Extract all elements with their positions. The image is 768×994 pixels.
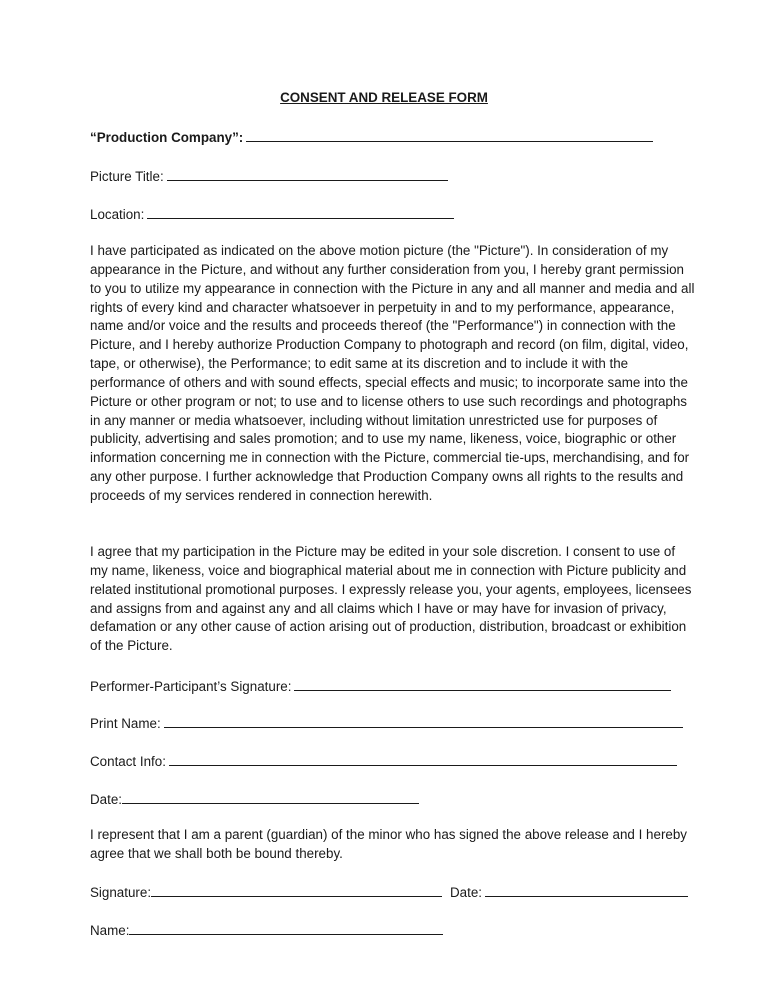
date-label: Date: bbox=[90, 792, 123, 807]
picture-title-label: Picture Title: bbox=[90, 169, 164, 184]
production-company-input-line[interactable] bbox=[246, 128, 653, 142]
guardian-date-label: Date: bbox=[450, 885, 483, 900]
picture-title-input-line[interactable] bbox=[167, 167, 448, 181]
production-company-field bbox=[90, 128, 653, 147]
guardian-date-input-line[interactable] bbox=[485, 883, 688, 897]
date-field bbox=[90, 790, 419, 809]
release-paragraph: I have participated as indicated on the above motion picture (the "Picture"). In consideration of my appearance in the Picture, and without any further consideration from you, I hereby grant permission to you to utilize my appearance in connection with the Picture in any and all manner and media and all rights of every kind and character whatsoever in perpetuity in and to my performance, appearance, name and/or voice and the results and proceeds thereof (the "Performance") in connection with the Picture, and I hereby authorize Production Company to photograph and record (on film, digital, video, tape, or otherwise), the Performance; to edit same at its discretion and to include it with the performance of others and with sound effects, special effects and music; to incorporate same into the Picture or other program or not; to use and to license others to use such recordings and photographs in any manner or media whatsoever, including without limitation unrestricted use for purposes of publicity, advertising and sales promotion; and to use my name, likeness, voice, biographic or other information concerning me in connection with the Picture, commercial tie-ups, merchandising, and for any other purpose. I further acknowledge that Production Company owns all rights to the results and proceeds of my services rendered in connection herewith. bbox=[90, 243, 695, 503]
guardian-signature-field bbox=[90, 883, 442, 902]
print-name-label: Print Name: bbox=[90, 716, 161, 731]
location-field bbox=[90, 205, 454, 224]
guardian-name-input-line[interactable] bbox=[129, 921, 443, 935]
picture-title-field bbox=[90, 167, 448, 186]
guardian-name-label: Name: bbox=[90, 923, 130, 938]
contact-info-field bbox=[90, 752, 677, 771]
consent-paragraph: I agree that my participation in the Picture may be edited in your sole discretion. I consent to use of my name, likeness, voice and biographical material about me in connection with Picture publicity and related institutional promotional purposes. I expressly release you, your agents, employees, licensees and assigns from and against any and all claims which I have or may have for invasion of privacy, defamation or any other cause of action arising out of production, distribution, broadcast or exhibition of the Picture. bbox=[90, 544, 692, 654]
date-input-line[interactable] bbox=[122, 790, 419, 804]
performer-signature-label: Performer-Participant’s Signature: bbox=[90, 679, 292, 694]
performer-signature-input-line[interactable] bbox=[294, 677, 671, 691]
form-title: CONSENT AND RELEASE FORM bbox=[280, 90, 488, 105]
guardian-signature-label: Signature: bbox=[90, 885, 152, 900]
guardian-name-field bbox=[90, 921, 443, 940]
contact-info-input-line[interactable] bbox=[169, 752, 677, 766]
contact-info-label: Contact Info: bbox=[90, 754, 166, 769]
location-label: Location: bbox=[90, 207, 145, 222]
print-name-field bbox=[90, 714, 683, 733]
print-name-input-line[interactable] bbox=[164, 714, 683, 728]
guardian-paragraph: I represent that I am a parent (guardian) of the minor who has signed the above release and I hereby agree that we shall both be bound thereby. bbox=[90, 827, 687, 861]
location-input-line[interactable] bbox=[147, 205, 454, 219]
performer-signature-field bbox=[90, 677, 671, 696]
production-company-label: “Production Company”: bbox=[90, 130, 244, 145]
guardian-signature-input-line[interactable] bbox=[151, 883, 442, 897]
guardian-date-field bbox=[450, 883, 688, 902]
